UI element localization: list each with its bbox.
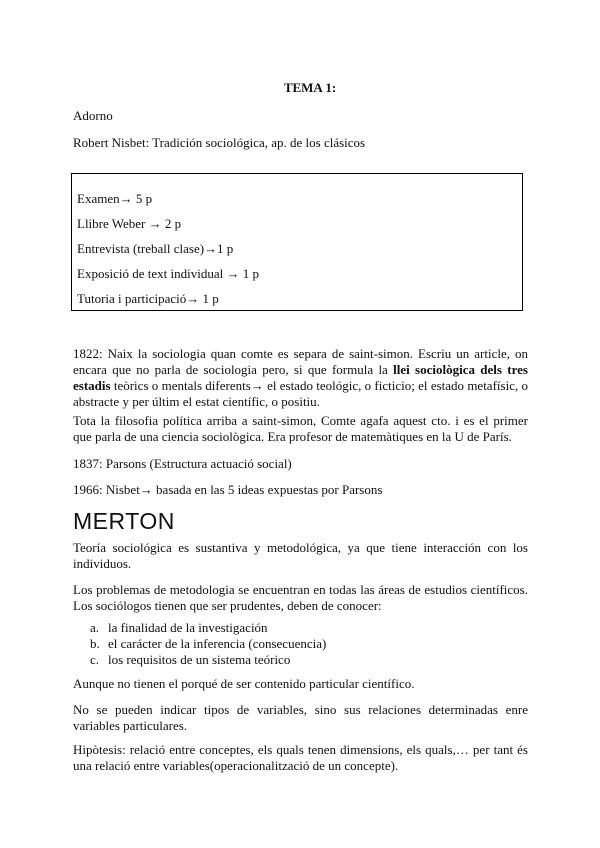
list-item (90, 652, 326, 668)
section-heading-merton: MERTON (73, 508, 175, 534)
merton-paragraph-2: Los problemas de metodologia se encuentran en todas las áreas de estudios científicos. Los sociólogos tienen que ser prudentes, deben de conocer: (73, 582, 528, 613)
list-marker: b. (90, 636, 100, 651)
p1822-text-before: 1822: Naix la sociologia quan comte es separa de saint-simon. Escriu un article, on encara que no parla de sociologia pero, si que formula la (73, 346, 528, 377)
list-item-text: la finalidad de la investigación (108, 620, 268, 635)
paragraph-1966: 1966: Nisbet→ basada en las 5 ideas expuestas por Parsons (73, 482, 383, 497)
grading-item: Exposició de text individual → 1 p (77, 266, 259, 281)
list-marker: c. (90, 652, 100, 667)
grading-item: Entrevista (treball clase)→1 p (77, 241, 234, 256)
merton-paragraph-1: Teoría sociológica es sustantiva y metodológica, ya que tiene interacción con los individuos. (73, 540, 528, 571)
requirements-list (90, 620, 326, 668)
paragraph-1837: 1837: Parsons (Estructura actuació social) (73, 456, 292, 471)
grading-item: Examen→ 5 p (77, 191, 153, 206)
intro-line-nisbet: Robert Nisbet: Tradición sociológica, ap. de los clásicos (73, 135, 366, 150)
grading-item: Llibre Weber → 2 p (77, 216, 182, 231)
merton-paragraph-4: No se pueden indicar tipos de variables, sino sus relaciones determinadas enre variables particulares. (73, 702, 528, 733)
document-title: TEMA 1: (283, 80, 337, 95)
list-item (90, 636, 326, 652)
grading-box (71, 173, 523, 311)
list-item-text: los requisitos de un sistema teórico (108, 652, 291, 667)
merton-paragraph-3: Aunque no tienen el porqué de ser contenido particular científico. (73, 676, 415, 691)
intro-line-adorno: Adorno (73, 108, 113, 123)
list-item-text: el carácter de la inferencia (consecuencia) (108, 636, 327, 651)
paragraph-1822 (73, 346, 528, 410)
p1822-bold-term: llei sociològica dels tres estadis (73, 362, 528, 393)
list-item (90, 620, 326, 636)
p1822-text-after: teòrics o mentals diferents→ el estado teológic, o ficticio; el estado metafísic, o abstracte y per últim el estat científic, o positiu. (73, 378, 528, 409)
list-marker: a. (90, 620, 100, 635)
grading-item: Tutoria i participació→ 1 p (77, 291, 219, 306)
paragraph-philosophy: Tota la filosofia política arriba a saint-simon, Comte agafa aquest cto. i es el primer que parla de una ciencia sociològica. Era profesor de matemàtiques en la U de París. (73, 413, 528, 444)
merton-paragraph-5: Hipòtesis: relació entre conceptes, els quals tenen dimensions, els quals,… per tant és una relació entre variables(operacionalització de un concepte). (73, 742, 528, 773)
